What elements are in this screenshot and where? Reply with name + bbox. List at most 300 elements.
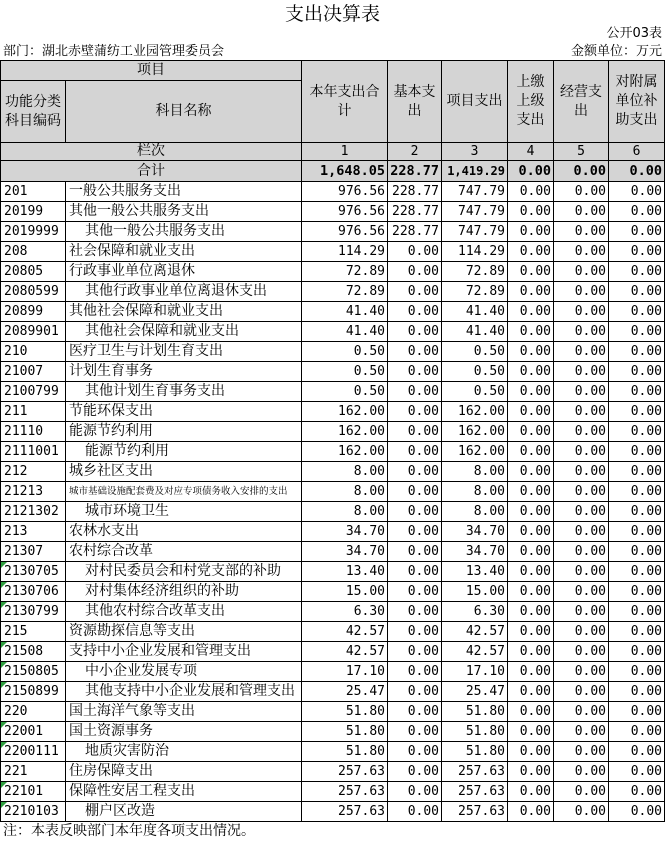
table-row xyxy=(1,182,665,202)
table-row xyxy=(1,322,665,342)
subsidiary-subsidy-value: 0.00 xyxy=(609,642,665,662)
upper-remittance-value: 0.00 xyxy=(508,702,554,722)
subject-name: 中小企业发展专项 xyxy=(66,662,302,682)
subject-code: 2130799 xyxy=(4,604,59,619)
subject-name: 国土资源事务 xyxy=(66,722,302,742)
column-index-5: 5 xyxy=(554,143,609,161)
subsidiary-subsidy-value: 0.00 xyxy=(609,342,665,362)
business-expenditure-value: 0.00 xyxy=(554,542,609,562)
total-expenditure-value: 162.00 xyxy=(302,422,388,442)
total-expenditure-value: 162.00 xyxy=(302,442,388,462)
total-expenditure-value: 42.57 xyxy=(302,642,388,662)
total-total-expenditure-value: 1,648.05 xyxy=(302,161,388,182)
project-expenditure-value: 25.47 xyxy=(442,682,508,702)
total-expenditure-value: 13.40 xyxy=(302,562,388,582)
subject-code-cell xyxy=(1,582,66,602)
subject-name: 支持中小企业发展和管理支出 xyxy=(66,642,302,662)
project-expenditure-value: 0.50 xyxy=(442,382,508,402)
subject-code-cell xyxy=(1,722,66,742)
subject-code-cell xyxy=(1,682,66,702)
subject-code: 210 xyxy=(4,344,28,359)
subject-name: 其他农村综合改革支出 xyxy=(66,602,302,622)
total-expenditure-value: 25.47 xyxy=(302,682,388,702)
table-row xyxy=(1,482,665,502)
upper-remittance-value: 0.00 xyxy=(508,282,554,302)
subsidiary-subsidy-value: 0.00 xyxy=(609,402,665,422)
business-expenditure-value: 0.00 xyxy=(554,242,609,262)
table-row xyxy=(1,422,665,442)
column-index-4: 4 xyxy=(508,143,554,161)
business-expenditure-value: 0.00 xyxy=(554,802,609,822)
subject-code: 20899 xyxy=(4,304,44,319)
project-expenditure-value: 0.50 xyxy=(442,342,508,362)
page-title: 支出决算表 xyxy=(284,3,380,25)
project-expenditure-value: 51.80 xyxy=(442,742,508,762)
upper-remittance-value: 0.00 xyxy=(508,262,554,282)
subject-code-cell xyxy=(1,762,66,782)
table-row xyxy=(1,522,665,542)
total-upper-remittance-value: 0.00 xyxy=(508,161,554,182)
column-index-6: 6 xyxy=(609,143,665,161)
total-expenditure-value: 8.00 xyxy=(302,482,388,502)
project-expenditure-value: 8.00 xyxy=(442,502,508,522)
subsidiary-subsidy-value: 0.00 xyxy=(609,502,665,522)
upper-remittance-value: 0.00 xyxy=(508,182,554,202)
subject-name: 城市基础设施配套费及对应专项债务收入安排的支出 xyxy=(66,482,302,502)
subject-name: 农村综合改革 xyxy=(66,542,302,562)
subsidiary-subsidy-value: 0.00 xyxy=(609,262,665,282)
table-row xyxy=(1,722,665,742)
subsidiary-subsidy-value: 0.00 xyxy=(609,582,665,602)
subject-code: 20199 xyxy=(4,204,44,219)
project-expenditure-value: 42.57 xyxy=(442,642,508,662)
business-expenditure-value: 0.00 xyxy=(554,282,609,302)
table-row xyxy=(1,362,665,382)
upper-remittance-value: 0.00 xyxy=(508,542,554,562)
total-expenditure-value: 976.56 xyxy=(302,222,388,242)
subsidiary-subsidy-value: 0.00 xyxy=(609,182,665,202)
total-expenditure-value: 15.00 xyxy=(302,582,388,602)
business-expenditure-value: 0.00 xyxy=(554,482,609,502)
total-expenditure-value: 51.80 xyxy=(302,702,388,722)
subject-code-cell xyxy=(1,382,66,402)
subject-name: 国土海洋气象等支出 xyxy=(66,702,302,722)
total-expenditure-value: 72.89 xyxy=(302,282,388,302)
total-project-expenditure-value: 1,419.29 xyxy=(442,161,508,182)
upper-remittance-value: 0.00 xyxy=(508,482,554,502)
basic-expenditure-value: 0.00 xyxy=(388,302,442,322)
header-business-expenditure: 经营支出 xyxy=(554,61,609,143)
subject-code: 2111001 xyxy=(4,444,59,459)
basic-expenditure-value: 0.00 xyxy=(388,462,442,482)
subsidiary-subsidy-value: 0.00 xyxy=(609,562,665,582)
project-expenditure-value: 162.00 xyxy=(442,422,508,442)
subject-name: 农林水支出 xyxy=(66,522,302,542)
subject-name: 资源勘探信息等支出 xyxy=(66,622,302,642)
subject-code-cell xyxy=(1,642,66,662)
table-row xyxy=(1,582,665,602)
subject-code-cell xyxy=(1,402,66,422)
table-row xyxy=(1,222,665,242)
total-expenditure-value: 976.56 xyxy=(302,202,388,222)
basic-expenditure-value: 0.00 xyxy=(388,482,442,502)
basic-expenditure-value: 0.00 xyxy=(388,382,442,402)
business-expenditure-value: 0.00 xyxy=(554,722,609,742)
subject-code: 2130705 xyxy=(4,564,59,579)
subject-code: 2150899 xyxy=(4,684,59,699)
column-index-3: 3 xyxy=(442,143,508,161)
upper-remittance-value: 0.00 xyxy=(508,582,554,602)
column-index-2: 2 xyxy=(388,143,442,161)
upper-remittance-value: 0.00 xyxy=(508,522,554,542)
table-row xyxy=(1,442,665,462)
basic-expenditure-value: 0.00 xyxy=(388,422,442,442)
header-subsidiary-subsidy: 对附属单位补助支出 xyxy=(609,61,665,143)
project-expenditure-value: 34.70 xyxy=(442,542,508,562)
upper-remittance-value: 0.00 xyxy=(508,682,554,702)
subject-code: 2150805 xyxy=(4,664,59,679)
subject-name: 其他一般公共服务支出 xyxy=(66,202,302,222)
project-expenditure-value: 162.00 xyxy=(442,442,508,462)
subject-code: 201 xyxy=(4,184,28,199)
table-row xyxy=(1,702,665,722)
subsidiary-subsidy-value: 0.00 xyxy=(609,702,665,722)
subject-code-cell xyxy=(1,562,66,582)
project-expenditure-value: 51.80 xyxy=(442,702,508,722)
project-expenditure-value: 114.29 xyxy=(442,242,508,262)
table-header xyxy=(1,61,665,182)
subject-code: 2089901 xyxy=(4,324,59,339)
header-project-label: 项目 xyxy=(1,61,302,81)
project-expenditure-value: 41.40 xyxy=(442,302,508,322)
total-expenditure-value: 6.30 xyxy=(302,602,388,622)
subject-name: 一般公共服务支出 xyxy=(66,182,302,202)
subject-code: 2130706 xyxy=(4,584,59,599)
basic-expenditure-value: 0.00 xyxy=(388,662,442,682)
subject-name: 节能环保支出 xyxy=(66,402,302,422)
subsidiary-subsidy-value: 0.00 xyxy=(609,722,665,742)
subject-code: 21110 xyxy=(4,424,44,439)
subsidiary-subsidy-value: 0.00 xyxy=(609,682,665,702)
subject-name: 社会保障和就业支出 xyxy=(66,242,302,262)
business-expenditure-value: 0.00 xyxy=(554,782,609,802)
business-expenditure-value: 0.00 xyxy=(554,762,609,782)
upper-remittance-value: 0.00 xyxy=(508,742,554,762)
table-row xyxy=(1,542,665,562)
total-expenditure-value: 0.50 xyxy=(302,382,388,402)
subsidiary-subsidy-value: 0.00 xyxy=(609,762,665,782)
column-index-1: 1 xyxy=(302,143,388,161)
total-expenditure-value: 162.00 xyxy=(302,402,388,422)
subsidiary-subsidy-value: 0.00 xyxy=(609,362,665,382)
subject-code-cell xyxy=(1,262,66,282)
basic-expenditure-value: 0.00 xyxy=(388,642,442,662)
basic-expenditure-value: 228.77 xyxy=(388,202,442,222)
project-expenditure-value: 41.40 xyxy=(442,322,508,342)
subject-code-cell xyxy=(1,702,66,722)
total-expenditure-value: 0.50 xyxy=(302,342,388,362)
upper-remittance-value: 0.00 xyxy=(508,422,554,442)
basic-expenditure-value: 0.00 xyxy=(388,562,442,582)
business-expenditure-value: 0.00 xyxy=(554,322,609,342)
subsidiary-subsidy-value: 0.00 xyxy=(609,482,665,502)
subject-code: 2200111 xyxy=(4,744,59,759)
table-row xyxy=(1,762,665,782)
subject-code: 2100799 xyxy=(4,384,59,399)
upper-remittance-value: 0.00 xyxy=(508,402,554,422)
project-expenditure-value: 51.80 xyxy=(442,722,508,742)
business-expenditure-value: 0.00 xyxy=(554,602,609,622)
business-expenditure-value: 0.00 xyxy=(554,522,609,542)
subject-code: 215 xyxy=(4,624,28,639)
basic-expenditure-value: 0.00 xyxy=(388,702,442,722)
basic-expenditure-value: 0.00 xyxy=(388,582,442,602)
business-expenditure-value: 0.00 xyxy=(554,402,609,422)
subsidiary-subsidy-value: 0.00 xyxy=(609,382,665,402)
business-expenditure-value: 0.00 xyxy=(554,502,609,522)
header-project-expenditure: 项目支出 xyxy=(442,61,508,143)
subject-name: 行政事业单位离退休 xyxy=(66,262,302,282)
subject-code: 221 xyxy=(4,764,28,779)
header-function-code-label: 功能分类科目编码 xyxy=(1,81,66,143)
project-expenditure-value: 42.57 xyxy=(442,622,508,642)
subject-code: 20805 xyxy=(4,264,44,279)
table-row xyxy=(1,262,665,282)
subsidiary-subsidy-value: 0.00 xyxy=(609,622,665,642)
subject-code-cell xyxy=(1,542,66,562)
upper-remittance-value: 0.00 xyxy=(508,762,554,782)
upper-remittance-value: 0.00 xyxy=(508,642,554,662)
total-expenditure-value: 41.40 xyxy=(302,322,388,342)
total-expenditure-value: 34.70 xyxy=(302,522,388,542)
upper-remittance-value: 0.00 xyxy=(508,362,554,382)
subject-code-cell xyxy=(1,222,66,242)
project-expenditure-value: 747.79 xyxy=(442,222,508,242)
subject-code: 213 xyxy=(4,524,28,539)
project-expenditure-value: 17.10 xyxy=(442,662,508,682)
number-as-text-indicator-icon xyxy=(1,642,7,648)
upper-remittance-value: 0.00 xyxy=(508,662,554,682)
subject-code-cell xyxy=(1,422,66,442)
upper-remittance-value: 0.00 xyxy=(508,302,554,322)
basic-expenditure-value: 0.00 xyxy=(388,242,442,262)
total-expenditure-value: 257.63 xyxy=(302,802,388,822)
department-label: 部门：湖北赤壁蒲纺工业园管理委员会 xyxy=(3,44,225,59)
upper-remittance-value: 0.00 xyxy=(508,782,554,802)
number-as-text-indicator-icon xyxy=(1,602,7,608)
table-row xyxy=(1,742,665,762)
business-expenditure-value: 0.00 xyxy=(554,422,609,442)
upper-remittance-value: 0.00 xyxy=(508,442,554,462)
business-expenditure-value: 0.00 xyxy=(554,362,609,382)
subsidiary-subsidy-value: 0.00 xyxy=(609,222,665,242)
upper-remittance-value: 0.00 xyxy=(508,342,554,362)
subject-code: 21508 xyxy=(4,644,44,659)
subject-code: 212 xyxy=(4,464,28,479)
total-expenditure-value: 114.29 xyxy=(302,242,388,262)
table-row xyxy=(1,282,665,302)
project-expenditure-value: 72.89 xyxy=(442,282,508,302)
subsidiary-subsidy-value: 0.00 xyxy=(609,282,665,302)
upper-remittance-value: 0.00 xyxy=(508,802,554,822)
subject-code-cell xyxy=(1,622,66,642)
subsidiary-subsidy-value: 0.00 xyxy=(609,662,665,682)
upper-remittance-value: 0.00 xyxy=(508,382,554,402)
subsidiary-subsidy-value: 0.00 xyxy=(609,302,665,322)
subsidiary-subsidy-value: 0.00 xyxy=(609,782,665,802)
number-as-text-indicator-icon xyxy=(1,682,7,688)
number-as-text-indicator-icon xyxy=(1,742,7,748)
business-expenditure-value: 0.00 xyxy=(554,382,609,402)
subject-code: 211 xyxy=(4,404,28,419)
number-as-text-indicator-icon xyxy=(1,802,7,808)
upper-remittance-value: 0.00 xyxy=(508,722,554,742)
business-expenditure-value: 0.00 xyxy=(554,222,609,242)
basic-expenditure-value: 0.00 xyxy=(388,802,442,822)
subject-code: 21213 xyxy=(4,484,44,499)
subsidiary-subsidy-value: 0.00 xyxy=(609,422,665,442)
business-expenditure-value: 0.00 xyxy=(554,642,609,662)
subject-code: 2210103 xyxy=(4,804,59,819)
business-expenditure-value: 0.00 xyxy=(554,562,609,582)
subject-code: 220 xyxy=(4,704,28,719)
number-as-text-indicator-icon xyxy=(1,662,7,668)
basic-expenditure-value: 0.00 xyxy=(388,542,442,562)
table-row xyxy=(1,202,665,222)
header-total-expenditure: 本年支出合计 xyxy=(302,61,388,143)
business-expenditure-value: 0.00 xyxy=(554,442,609,462)
business-expenditure-value: 0.00 xyxy=(554,182,609,202)
subject-code-cell xyxy=(1,302,66,322)
total-label: 合计 xyxy=(1,161,302,182)
subject-code-cell xyxy=(1,442,66,462)
subject-name: 住房保障支出 xyxy=(66,762,302,782)
subject-code-cell xyxy=(1,462,66,482)
upper-remittance-value: 0.00 xyxy=(508,202,554,222)
total-expenditure-value: 0.50 xyxy=(302,362,388,382)
amount-unit-label: 金额单位：万元 xyxy=(570,44,662,59)
basic-expenditure-value: 0.00 xyxy=(388,322,442,342)
table-row xyxy=(1,662,665,682)
subject-name: 其他一般公共服务支出 xyxy=(66,222,302,242)
basic-expenditure-value: 0.00 xyxy=(388,282,442,302)
subsidiary-subsidy-value: 0.00 xyxy=(609,542,665,562)
subject-code-cell xyxy=(1,362,66,382)
table-row xyxy=(1,682,665,702)
project-expenditure-value: 6.30 xyxy=(442,602,508,622)
table-row xyxy=(1,382,665,402)
basic-expenditure-value: 0.00 xyxy=(388,502,442,522)
number-as-text-indicator-icon xyxy=(1,782,7,788)
subject-code-cell xyxy=(1,522,66,542)
subject-name: 城市环境卫生 xyxy=(66,502,302,522)
project-expenditure-value: 13.40 xyxy=(442,562,508,582)
total-expenditure-value: 41.40 xyxy=(302,302,388,322)
subject-code: 21007 xyxy=(4,364,44,379)
table-row xyxy=(1,342,665,362)
subsidiary-subsidy-value: 0.00 xyxy=(609,802,665,822)
table-row xyxy=(1,502,665,522)
subject-name: 其他计划生育事务支出 xyxy=(66,382,302,402)
business-expenditure-value: 0.00 xyxy=(554,462,609,482)
project-expenditure-value: 257.63 xyxy=(442,762,508,782)
upper-remittance-value: 0.00 xyxy=(508,242,554,262)
subject-name: 地质灾害防治 xyxy=(66,742,302,762)
basic-expenditure-value: 0.00 xyxy=(388,522,442,542)
table-row xyxy=(1,802,665,822)
subject-name: 其他支持中小企业发展和管理支出 xyxy=(66,682,302,702)
business-expenditure-value: 0.00 xyxy=(554,742,609,762)
subject-code: 208 xyxy=(4,244,28,259)
basic-expenditure-value: 0.00 xyxy=(388,762,442,782)
subject-code-cell xyxy=(1,242,66,262)
total-expenditure-value: 257.63 xyxy=(302,762,388,782)
subject-code: 22101 xyxy=(4,784,44,799)
table-row xyxy=(1,622,665,642)
basic-expenditure-value: 0.00 xyxy=(388,682,442,702)
subject-name: 对村民委员会和村党支部的补助 xyxy=(66,562,302,582)
basic-expenditure-value: 0.00 xyxy=(388,442,442,462)
subsidiary-subsidy-value: 0.00 xyxy=(609,202,665,222)
subject-code: 2019999 xyxy=(4,224,59,239)
upper-remittance-value: 0.00 xyxy=(508,622,554,642)
header-upper-remittance: 上缴上级支出 xyxy=(508,61,554,143)
subject-code-cell xyxy=(1,802,66,822)
subject-code: 21307 xyxy=(4,544,44,559)
subject-name: 保障性安居工程支出 xyxy=(66,782,302,802)
subject-code-cell xyxy=(1,202,66,222)
form-number: 公开03表 xyxy=(606,26,662,41)
subject-name: 能源节约利用 xyxy=(66,422,302,442)
project-expenditure-value: 8.00 xyxy=(442,462,508,482)
subject-name: 其他社会保障和就业支出 xyxy=(66,322,302,342)
subsidiary-subsidy-value: 0.00 xyxy=(609,242,665,262)
project-expenditure-value: 15.00 xyxy=(442,582,508,602)
subject-code-cell xyxy=(1,742,66,762)
basic-expenditure-value: 0.00 xyxy=(388,402,442,422)
subject-code-cell xyxy=(1,662,66,682)
basic-expenditure-value: 0.00 xyxy=(388,362,442,382)
project-expenditure-value: 257.63 xyxy=(442,782,508,802)
business-expenditure-value: 0.00 xyxy=(554,582,609,602)
total-expenditure-value: 17.10 xyxy=(302,662,388,682)
table-note: 注：本表反映部门本年度各项支出情况。 xyxy=(3,823,255,839)
subject-code-cell xyxy=(1,342,66,362)
subject-code: 2080599 xyxy=(4,284,59,299)
table-row xyxy=(1,402,665,422)
total-expenditure-value: 51.80 xyxy=(302,742,388,762)
total-subsidiary-subsidy-value: 0.00 xyxy=(609,161,665,182)
subject-code: 2121302 xyxy=(4,504,59,519)
total-expenditure-value: 976.56 xyxy=(302,182,388,202)
basic-expenditure-value: 0.00 xyxy=(388,782,442,802)
number-as-text-indicator-icon xyxy=(1,722,7,728)
project-expenditure-value: 0.50 xyxy=(442,362,508,382)
subsidiary-subsidy-value: 0.00 xyxy=(609,602,665,622)
subject-name: 其他社会保障和就业支出 xyxy=(66,302,302,322)
subject-code-cell xyxy=(1,322,66,342)
table-body xyxy=(1,182,665,822)
project-expenditure-value: 34.70 xyxy=(442,522,508,542)
subject-code-cell xyxy=(1,782,66,802)
basic-expenditure-value: 0.00 xyxy=(388,342,442,362)
total-expenditure-value: 257.63 xyxy=(302,782,388,802)
basic-expenditure-value: 0.00 xyxy=(388,742,442,762)
column-index-label: 栏次 xyxy=(1,143,302,161)
table-row xyxy=(1,562,665,582)
table-row xyxy=(1,462,665,482)
subsidiary-subsidy-value: 0.00 xyxy=(609,462,665,482)
